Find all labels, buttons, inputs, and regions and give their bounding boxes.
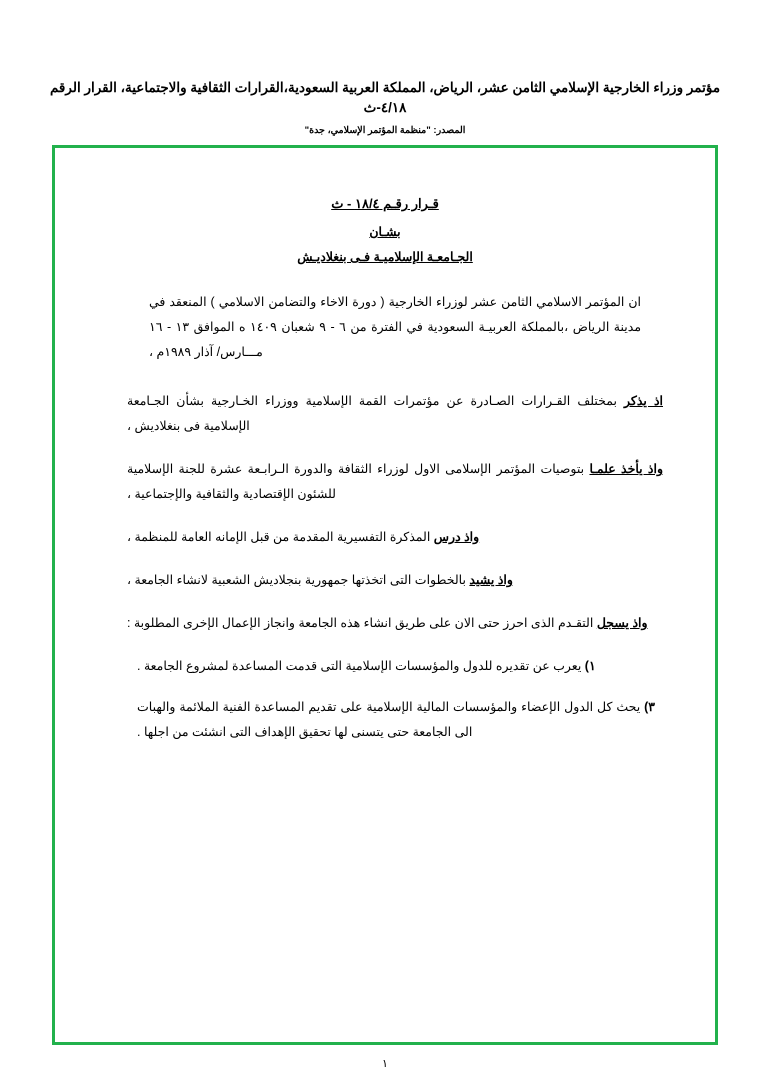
clause-paragraph (107, 389, 663, 439)
clause-lead: واذ يشيد (469, 573, 513, 587)
clause-paragraph (107, 525, 663, 550)
clause-lead: واذ درس (433, 530, 480, 544)
numbered-item-number: ١) (584, 659, 596, 673)
decree-regarding-label: بشـان (369, 225, 401, 239)
document-body (55, 148, 715, 781)
numbered-item (107, 654, 663, 679)
clause-paragraph (107, 568, 663, 593)
numbered-item-text: يحث كل الدول الإعضاء والمؤسسات المالية الإسلامية على تقديم المساعدة الفنية الملائمة والهبات الى الجامعة حتى يتسنى لها تحقيق الإهداف التى انشئت من اجلها . (137, 700, 641, 739)
header-title: مؤتمر وزراء الخارجية الإسلامي الثامن عشر، الرياض، المملكة العربية السعودية،القرارات الثقافية والاجتماعية، القرار الرقم ٤/١٨-ث (49, 80, 721, 116)
document-frame (52, 145, 718, 1045)
clause-text: التقـدم الذى احرز حتى الان على طريق انشاء هذه الجامعة وانجاز الإعمال الإخرى المطلوبة : (127, 616, 597, 630)
numbered-item (107, 695, 663, 745)
clause-text: بتوصيات المؤتمر الإسلامى الاول لوزراء الثقافة والدورة الـرابـعة عشرة للجنة الإسلامية للشئون الإقتصادية والثقافية والإجتماعية ، (127, 462, 590, 501)
preamble-paragraph: ان المؤتمر الاسلامي الثامن عشر لوزراء الخارجية ( دورة الاخاء والتضامن الاسلامي ) المنعقد في مدينة الرياض ،بالمملكة العربيـة السعودية في الفترة من ٦ - ٩ شعبان ١٤٠٩ ه الموافق ١٣ - ١٦ مـــارس/ آذار ١٩٨٩م ، (149, 295, 642, 359)
clause-paragraph (107, 611, 663, 636)
clause-text: المذكرة التفسيرية المقدمة من قبل الإمانه العامة للمنظمة ، (127, 530, 434, 544)
clause-lead: واذ يسجل (596, 616, 648, 630)
page-header (0, 0, 770, 138)
clause-lead: واذ يأخذ علمـا (589, 462, 663, 476)
clause-text: بمختلف القـرارات الصـادرة عن مؤتمرات القمة الإسلامية ووزراء الخـارجية بشأن الجـامعة الإسلامية فى بنغلاديش ، (127, 394, 625, 433)
decree-subject: الجـامعـة الإسلاميـة فـى بنغلاديـش (297, 250, 473, 264)
clause-paragraph (107, 457, 663, 507)
clause-lead: اذ يذكر (624, 394, 663, 408)
header-source: المصدر: "منظمة المؤتمر الإسلامي، جدة" (304, 124, 466, 136)
decree-number: قـرار رقـم ١٨/٤ - ث (331, 196, 439, 211)
numbered-item-text: يعرب عن تقديره للدول والمؤسسات الإسلامية التى قدمت المساعدة لمشروع الجامعة . (137, 659, 582, 673)
clause-text: بالخطوات التى اتخذتها جمهورية بنجلاديش الشعبية لانشاء الجامعة ، (127, 573, 470, 587)
numbered-item-number: ٣) (644, 700, 655, 714)
page-number: ١ (382, 1058, 388, 1070)
